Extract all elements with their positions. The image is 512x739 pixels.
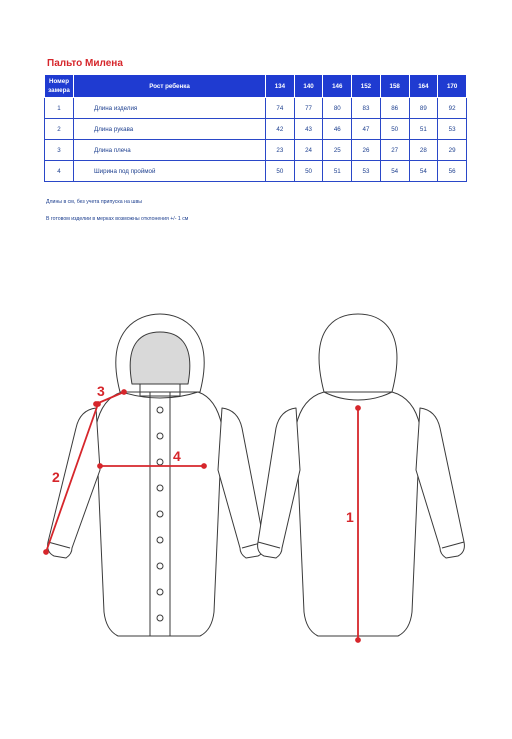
row-value: 50 [294, 161, 323, 182]
row-number: 1 [45, 98, 74, 119]
row-value: 51 [409, 119, 438, 140]
row-value: 74 [266, 98, 295, 119]
header-height: 152 [352, 75, 381, 98]
header-size-label: Рост ребенка [74, 75, 266, 98]
row-value: 26 [352, 140, 381, 161]
button [157, 563, 163, 569]
button [157, 589, 163, 595]
back-hood [319, 314, 397, 392]
header-height: 134 [266, 75, 295, 98]
back-right-sleeve [416, 408, 464, 558]
row-value: 92 [438, 98, 467, 119]
row-value: 29 [438, 140, 467, 161]
row-value: 25 [323, 140, 352, 161]
row-value: 27 [380, 140, 409, 161]
row-number: 2 [45, 119, 74, 140]
row-value: 77 [294, 98, 323, 119]
page-title: Пальто Милена [47, 58, 123, 69]
note-tolerance: В готовом изделии в мерках возможны отклонения +/- 1 см [46, 216, 189, 222]
button [157, 511, 163, 517]
marker-2: 2 [52, 469, 60, 485]
row-value: 54 [409, 161, 438, 182]
coat-front [48, 314, 265, 636]
marker-3: 3 [97, 383, 105, 399]
button [157, 537, 163, 543]
row-value: 56 [438, 161, 467, 182]
row-value: 51 [323, 161, 352, 182]
header-height: 164 [409, 75, 438, 98]
button [157, 407, 163, 413]
marker-4: 4 [173, 448, 181, 464]
front-right-sleeve [218, 408, 264, 558]
button [157, 459, 163, 465]
marker-1: 1 [346, 509, 354, 525]
header-height: 140 [294, 75, 323, 98]
header-height: 146 [323, 75, 352, 98]
row-value: 54 [380, 161, 409, 182]
row-label: Ширина под проймой [74, 161, 266, 182]
front-hood-lining [130, 332, 190, 384]
row-value: 50 [380, 119, 409, 140]
row-number: 3 [45, 140, 74, 161]
row-label: Длина плеча [74, 140, 266, 161]
row-label: Длина изделия [74, 98, 266, 119]
row-value: 86 [380, 98, 409, 119]
header-height: 158 [380, 75, 409, 98]
row-number: 4 [45, 161, 74, 182]
header-number-line2: замера [48, 87, 70, 94]
row-value: 80 [323, 98, 352, 119]
row-value: 43 [294, 119, 323, 140]
row-value: 23 [266, 140, 295, 161]
row-value: 50 [266, 161, 295, 182]
row-value: 53 [438, 119, 467, 140]
row-value: 42 [266, 119, 295, 140]
row-label: Длина рукава [74, 119, 266, 140]
row-value: 83 [352, 98, 381, 119]
back-left-sleeve [258, 408, 300, 558]
button [157, 433, 163, 439]
row-value: 53 [352, 161, 381, 182]
row-value: 28 [409, 140, 438, 161]
row-value: 47 [352, 119, 381, 140]
header-height: 170 [438, 75, 467, 98]
row-value: 46 [323, 119, 352, 140]
note-units: Длины в см, без учета припуска на швы [46, 199, 142, 205]
row-value: 24 [294, 140, 323, 161]
header-number-line1: Номер [49, 78, 69, 85]
row-value: 89 [409, 98, 438, 119]
coat-back [258, 314, 465, 636]
button [157, 485, 163, 491]
button [157, 615, 163, 621]
